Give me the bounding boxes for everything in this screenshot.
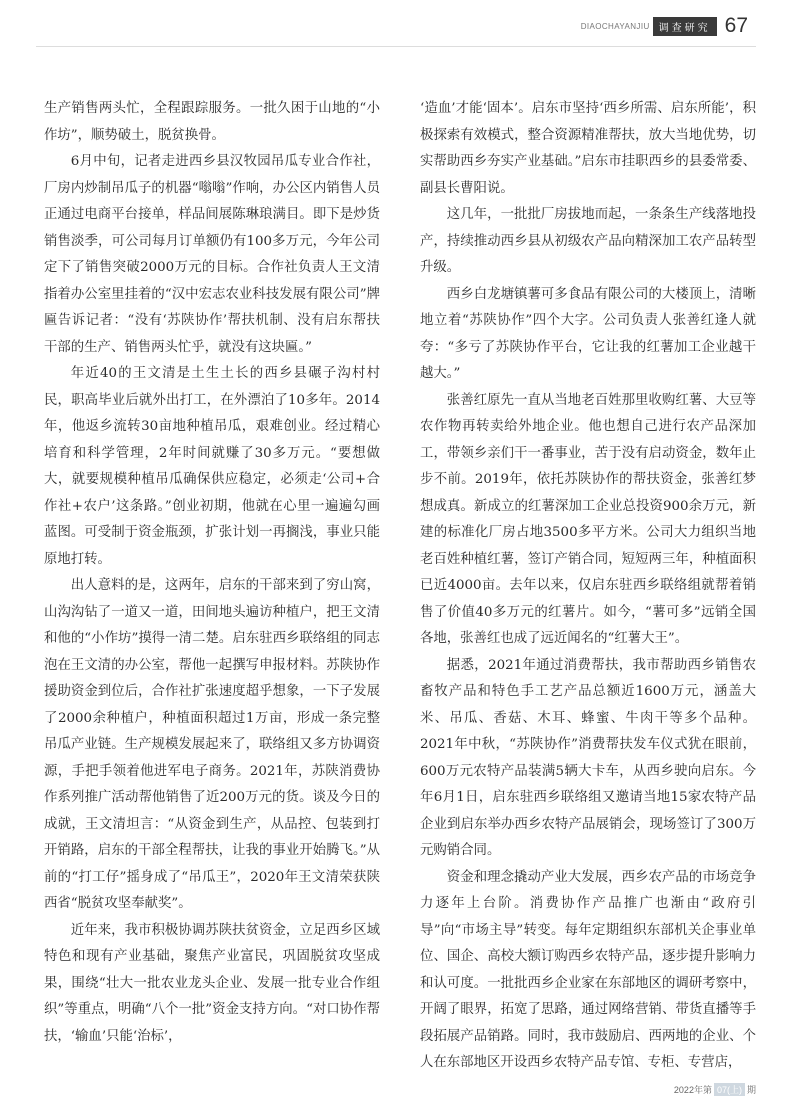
paragraph: 出人意料的是，这两年，启东的干部来到了穷山窝，山沟沟钻了一道又一道，田间地头遍访种植户，把王文清和他的“小作坊”摸得一清二楚。启东驻西乡联络组的同志泡在王文清的办公室，帮他一起撰写申报材料。苏陕协作援助资金到位后，合作社扩张速度超乎想象，一下子发展了2000余种植户，种植面积超过1万亩，形成一条完整吊瓜产业链。生产规模发展起来了，联络组又多方协调资源，手把手领着他进军电子商务。2021年，苏陕消费协作系列推广活动帮他销售了近200万元的货。谈及今日的成就，王文清坦言：“从资金到生产，从品控、包装到打开销路，启东的干部全程帮扶，让我的事业开始腾飞。”从前的“打工仔”摇身成了“吊瓜王”，2020年王文清荣获陕西省“脱贫攻坚奉献奖”。 bbox=[44, 578, 380, 911]
paragraph: ‘造血’才能‘固本’。启东市坚持‘西乡所需、启东所能’，积极探索有效模式，整合资源精准帮扶，放大当地优势，切实帮助西乡夯实产业基础。”启东市挂职西乡的县委常委、副县长曹阳说。 bbox=[420, 101, 756, 196]
footer-issue: 07(上) bbox=[714, 1083, 745, 1096]
footer-di: 第 bbox=[702, 1085, 712, 1095]
paragraph: 这几年，一批批厂房拔地而起，一条条生产线落地投产，持续推动西乡县从初级农产品向精深加工农产品转型升级。 bbox=[420, 207, 756, 275]
paragraph: 张善红原先一直从当地老百姓那里收购红薯、大豆等农作物再转卖给外地企业。他也想自己进行农产品深加工，带领乡亲们干一番事业，苦于没有启动资金，数年止步不前。2019年，依托苏陕协作的帮扶资金，张善红梦想成真。新成立的红薯深加工企业总投资900余万元，新建的标准化厂房占地3500多平方米。公司大力组织当地老百姓种植红薯，签订产销合同，短短两三年，种植面积已近4000亩。去年以来，仅启东驻西乡联络组就帮着销售了价值40多万元的红薯片。如今，“薯可多”远销全国各地，张善红也成了远近闻名的“红薯大王”。 bbox=[420, 392, 756, 646]
journal-section-cn: 调查研究 bbox=[653, 17, 717, 36]
right-column bbox=[420, 96, 756, 1077]
page-number: 67 bbox=[724, 14, 748, 37]
paragraph: 资金和理念撬动产业大发展，西乡农产品的市场竞争力逐年上台阶。消费协作产品推广也渐由“政府引导”向“市场主导”转变。每年定期组织东部机关企事业单位、国企、高校大额订购西乡农特产品，逐步提升影响力和认可度。一批批西乡企业家在东部地区的调研考察中，开阔了眼界，拓宽了思路，通过网络营销、带货直播等手段拓展产品销路。同时，我市鼓励启、西两地的企业、个人在东部地区开设西乡农特产品专馆、专柜、专营店， bbox=[420, 869, 756, 1070]
header-divider bbox=[36, 46, 756, 47]
paragraph: 近年来，我市积极协调苏陕扶贫资金，立足西乡区域特色和现有产业基础，聚焦产业富民，巩固脱贫攻坚成果，围绕“壮大一批农业龙头企业、发展一批专业合作组织”等重点，明确“八个一批”资金支持方向。“对口协作帮扶，‘输血’只能‘治标’， bbox=[44, 922, 380, 1044]
paragraph: 年近40的王文清是土生土长的西乡县碾子沟村村民，职高毕业后就外出打工，在外漂泊了10多年。2014年，他返乡流转30亩地种植吊瓜，艰难创业。经过精心培育和科学管理，2年时间就赚了30多万元。“要想做大，就要规模种植吊瓜确保供应稳定，必须走‘公司+合作社+农户’这条路。”创业初期，他就在心里一遍遍勾画蓝图。可受制于资金瓶颈，扩张计划一再搁浅，事业只能原地打转。 bbox=[44, 366, 380, 567]
paragraph: 据悉，2021年通过消费帮扶，我市帮助西乡销售农畜牧产品和特色手工艺产品总额近1600万元，涵盖大米、吊瓜、香菇、木耳、蜂蜜、牛肉干等多个品种。2021年中秋，“苏陕协作”消费帮扶发车仪式犹在眼前，600万元农特产品装满5辆大卡车，从西乡驶向启东。今年6月1日，启东驻西乡联络组又邀请当地15家农特产品企业到启东举办西乡农特产品展销会，现场签订了300万元购销合同。 bbox=[420, 657, 756, 858]
page-footer bbox=[674, 1083, 756, 1096]
left-column bbox=[44, 96, 380, 1050]
paragraph: 生产销售两头忙，全程跟踪服务。一批久困于山地的“小作坊”，顺势破土，脱贫换骨。 bbox=[44, 101, 380, 143]
paragraph: 西乡白龙塘镇薯可多食品有限公司的大楼顶上，清晰地立着“苏陕协作”四个大字。公司负责人张善红逢人就夸：“多亏了苏陕协作平台，它让我的红薯加工企业越干越大。” bbox=[420, 286, 756, 381]
footer-qi: 期 bbox=[746, 1085, 756, 1095]
paragraph: 6月中旬，记者走进西乡县汉牧园吊瓜专业合作社，厂房内炒制吊瓜子的机器“嗡嗡”作响，办公区内销售人员正通过电商平台接单，样品间展陈琳琅满目。即下是炒货销售淡季，可公司每月订单额仍有100多万元，今年公司定下了销售突破2000万元的目标。合作社负责人王文清指着办公室里挂着的“汉中宏志农业科技发展有限公司”牌匾告诉记者：“没有‘苏陕协作’帮扶机制、没有启东帮扶干部的生产、销售两头忙乎，就没有这块匾。” bbox=[44, 154, 380, 355]
footer-year: 2022年 bbox=[673, 1085, 703, 1095]
journal-section-en: DIAOCHAYANJIU bbox=[580, 21, 650, 31]
page-header bbox=[581, 14, 748, 38]
